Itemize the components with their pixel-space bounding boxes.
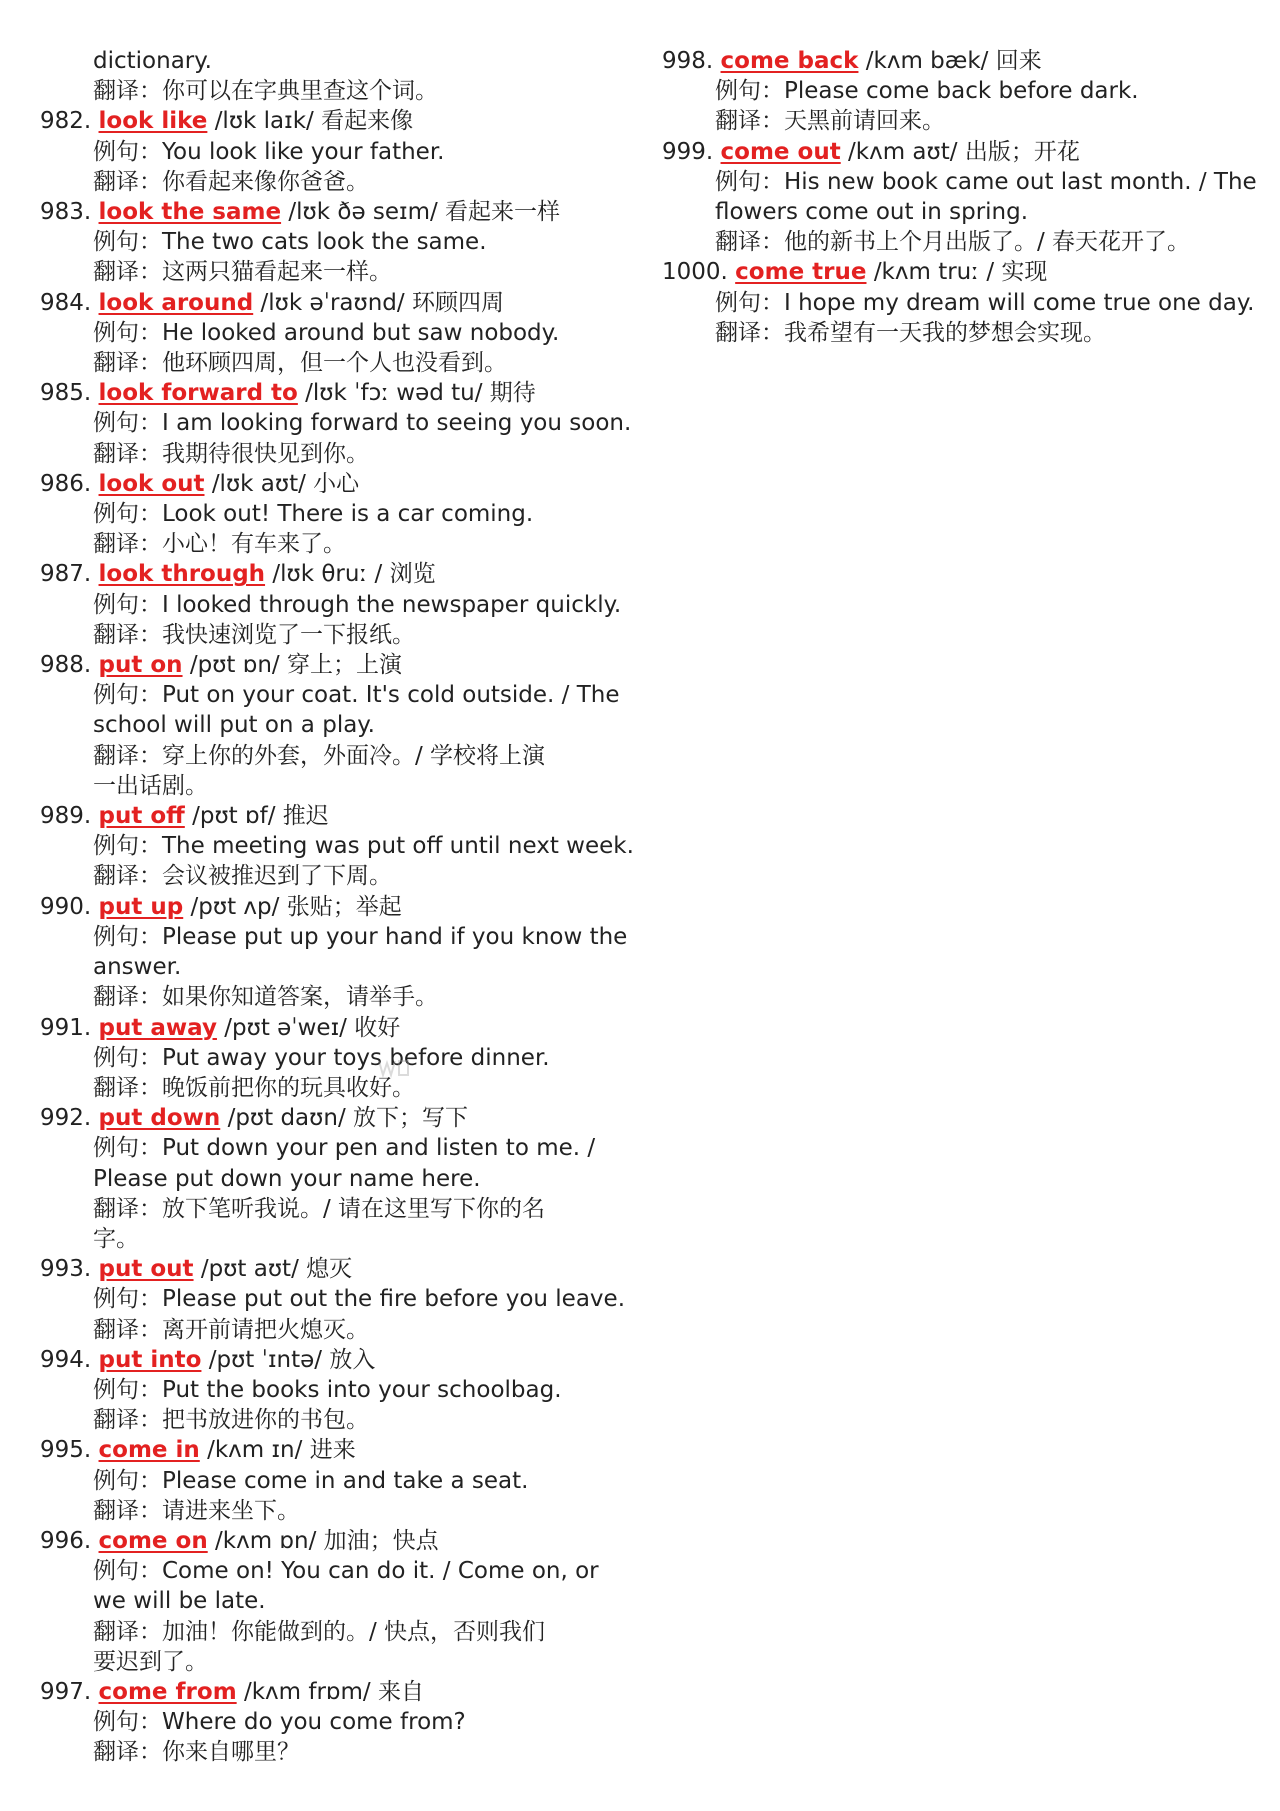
translation-line [40, 529, 640, 559]
entry-987 [40, 559, 640, 650]
example-line [40, 680, 640, 710]
translation-line [40, 1224, 640, 1254]
translation-text: 天黑前请回来。 [784, 108, 945, 135]
translation-line [40, 1073, 640, 1103]
translation-line [40, 348, 640, 378]
translation-line [40, 1737, 640, 1767]
example-label: 例句： [93, 229, 162, 256]
translation-text: 把书放进你的书包。 [162, 1407, 369, 1434]
example-line [40, 1164, 640, 1194]
entry-number: 986. [40, 470, 92, 497]
meaning: 小心 [313, 470, 360, 497]
example-line [40, 1466, 640, 1496]
example-label: 例句： [93, 1467, 162, 1494]
meaning: 收好 [354, 1014, 401, 1041]
entry-985 [40, 378, 640, 469]
meaning: 放下；写下 [353, 1105, 469, 1132]
phonetic: /pʊt ɒf/ [192, 803, 276, 830]
example-text: I hope my dream will come true one day. [784, 289, 1255, 316]
translation-label: 翻译： [93, 168, 162, 195]
translation-label: 翻译： [715, 108, 784, 135]
example-line [40, 1133, 640, 1163]
example-text: Put away your toys before dinner. [162, 1044, 550, 1071]
entry-996 [40, 1526, 640, 1677]
entry-number: 995. [40, 1437, 92, 1464]
phrase-link: come from [98, 1678, 237, 1705]
entry-999 [662, 137, 1262, 258]
meaning: 看起来一样 [445, 199, 561, 226]
phrase-link: come true [735, 259, 867, 286]
entry-1000 [662, 257, 1262, 348]
example-text: school will put on a play. [93, 712, 375, 739]
translation-line [40, 861, 640, 891]
translation-label: 翻译： [93, 1618, 162, 1645]
translation-text: 我希望有一天我的梦想会实现。 [784, 319, 1106, 346]
meaning: 穿上；上演 [286, 652, 402, 679]
phonetic: /lʊk əˈraʊnd/ [260, 289, 405, 316]
phrase-link: look through [98, 561, 266, 588]
entry-number: 984. [40, 289, 92, 316]
entry-number: 990. [40, 893, 92, 920]
example-line [40, 499, 640, 529]
entry-number: 1000. [662, 259, 728, 286]
example-text: Where do you come from? [162, 1709, 466, 1736]
entry-head [40, 892, 640, 922]
entry-head [40, 288, 640, 318]
example-line [40, 1043, 640, 1073]
entry-997 [40, 1677, 640, 1768]
example-label: 例句： [93, 138, 162, 165]
translation-text: 加油！你能做到的。/ 快点，否则我们 [162, 1618, 546, 1645]
entry-head [40, 650, 640, 680]
translation-text: 字。 [93, 1225, 139, 1252]
meaning: 张贴；举起 [286, 893, 402, 920]
example-text: Put the books into your schoolbag. [162, 1376, 562, 1403]
continuation-translation: 你可以在字典里查这个词。 [162, 78, 438, 105]
example-label: 例句： [93, 833, 162, 860]
phrase-link: put into [98, 1346, 202, 1373]
translation-label: 翻译： [93, 440, 162, 467]
example-text: The meeting was put off until next week. [162, 833, 634, 860]
example-text: answer. [93, 954, 182, 981]
phonetic: /lʊk ðə seɪm/ [288, 199, 438, 226]
translation-label: 翻译： [93, 863, 162, 890]
translation-line [40, 1194, 640, 1224]
translation-label: 翻译： [93, 1407, 162, 1434]
phrase-link: put off [98, 803, 185, 830]
meaning: 浏览 [389, 561, 436, 588]
translation-text: 他环顾四周，但一个人也没看到。 [162, 350, 507, 377]
translation-line [40, 741, 640, 771]
entry-head [40, 1677, 640, 1707]
translation-line [40, 439, 640, 469]
example-text: Please come back before dark. [784, 78, 1139, 105]
entry-number: 985. [40, 380, 92, 407]
phonetic: /lʊk ˈfɔː wəd tu/ [305, 380, 483, 407]
example-text: Come on! You can do it. / Come on, or [162, 1558, 599, 1585]
meaning: 看起来像 [321, 108, 414, 135]
example-text: I looked through the newspaper quickly. [162, 591, 622, 618]
phrase-link: put down [98, 1105, 221, 1132]
translation-text: 我期待很快见到你。 [162, 440, 369, 467]
phrase-link: put up [98, 893, 184, 920]
phonetic: /pʊt aʊt/ [200, 1256, 299, 1283]
example-line [40, 318, 640, 348]
example-text: He looked around but saw nobody. [162, 319, 560, 346]
example-label: 例句： [93, 1558, 162, 1585]
example-label: 例句： [93, 319, 162, 346]
entry-988 [40, 650, 640, 801]
meaning: 期待 [489, 380, 536, 407]
meaning: 加油；快点 [323, 1527, 439, 1554]
entry-head [40, 1345, 640, 1375]
phonetic: /kʌm aʊt/ [848, 138, 958, 165]
phrase-link: look forward to [98, 380, 298, 407]
example-text: The two cats look the same. [162, 229, 487, 256]
entry-993 [40, 1254, 640, 1345]
phrase-link: come back [720, 48, 859, 74]
translation-line [662, 227, 1262, 257]
example-line [40, 1284, 640, 1314]
entry-head [40, 1103, 640, 1133]
entry-983 [40, 197, 640, 288]
entry-991 [40, 1013, 640, 1104]
example-line [662, 288, 1262, 318]
example-label: 例句： [715, 78, 784, 105]
translation-line [40, 167, 640, 197]
entry-984 [40, 288, 640, 379]
phrase-link: put away [98, 1014, 217, 1041]
example-text: Put on your coat. It's cold outside. / The [162, 682, 620, 709]
example-line [40, 710, 640, 740]
translation-line [40, 1496, 640, 1526]
meaning: 进来 [309, 1437, 356, 1464]
entry-head [40, 801, 640, 831]
phrase-link: come on [98, 1527, 208, 1554]
translation-label: 翻译： [93, 531, 162, 558]
translation-label: 翻译： [715, 229, 784, 256]
left-column [40, 46, 640, 1768]
translation-label: 翻译： [93, 1739, 162, 1766]
translation-text: 穿上你的外套，外面冷。/ 学校将上演 [162, 742, 546, 769]
entry-982 [40, 106, 640, 197]
translation-text: 你来自哪里？ [162, 1739, 300, 1766]
translation-text: 要迟到了。 [93, 1648, 208, 1675]
example-text: Please put down your name here. [93, 1165, 481, 1192]
example-label: 例句： [93, 501, 162, 528]
example-text: we will be late. [93, 1588, 266, 1615]
continuation-example-line [40, 46, 640, 76]
entry-number: 997. [40, 1678, 92, 1705]
example-label: 例句： [93, 1376, 162, 1403]
example-text: Please come in and take a seat. [162, 1467, 529, 1494]
meaning: 出版；开花 [964, 138, 1080, 165]
right-column [662, 46, 1262, 348]
entry-number: 994. [40, 1346, 92, 1373]
translation-text: 如果你知道答案，请举手。 [162, 984, 438, 1011]
translation-label: 翻译： [93, 1497, 162, 1524]
phonetic: /kʌm ɪn/ [207, 1437, 303, 1464]
entry-head [662, 46, 1262, 76]
phonetic: /pʊt daʊn/ [227, 1105, 346, 1132]
phonetic: /pʊt ɒn/ [189, 652, 280, 679]
translation-text: 晚饭前把你的玩具收好。 [162, 1074, 415, 1101]
entry-994 [40, 1345, 640, 1436]
entry-number: 996. [40, 1527, 92, 1554]
translation-label: 翻译： [93, 984, 162, 1011]
example-text: Please put out the fire before you leave. [162, 1286, 625, 1313]
example-line [40, 952, 640, 982]
translation-text: 我快速浏览了一下报纸。 [162, 621, 415, 648]
phrase-link: look out [98, 470, 205, 497]
entry-number: 987. [40, 561, 92, 588]
entry-head [40, 1013, 640, 1043]
example-line [662, 197, 1262, 227]
translation-line [40, 982, 640, 1012]
translation-label: 翻译： [93, 1195, 162, 1222]
example-label: 例句： [93, 682, 162, 709]
phonetic: /kʌm truː / [873, 259, 995, 286]
example-label: 例句： [93, 591, 162, 618]
phrase-link: come in [98, 1437, 200, 1464]
entry-head [40, 1526, 640, 1556]
phrase-link: look the same [98, 199, 282, 226]
example-line [40, 227, 640, 257]
meaning: 回来 [995, 48, 1042, 74]
example-text: You look like your father. [162, 138, 445, 165]
example-line [40, 408, 640, 438]
example-label: 例句： [93, 410, 162, 437]
phonetic: /lʊk laɪk/ [214, 108, 314, 135]
entry-number: 983. [40, 199, 92, 226]
translation-line [662, 106, 1262, 136]
entry-head [40, 1254, 640, 1284]
example-line [662, 76, 1262, 106]
example-label: 例句： [715, 289, 784, 316]
example-line [40, 1375, 640, 1405]
example-label: 例句： [93, 923, 162, 950]
entry-head [40, 1435, 640, 1465]
example-label: 例句： [715, 168, 784, 195]
example-label: 例句： [93, 1044, 162, 1071]
example-line [40, 831, 640, 861]
phrase-link: come out [720, 138, 841, 165]
example-label: 例句： [93, 1286, 162, 1313]
translation-text: 请进来坐下。 [162, 1497, 300, 1524]
example-line [40, 1707, 640, 1737]
phonetic: /kʌm bæk/ [865, 48, 989, 74]
translation-text: 离开前请把火熄灭。 [162, 1316, 369, 1343]
phrase-link: put on [98, 652, 183, 679]
translation-text: 放下笔听我说。/ 请在这里写下你的名 [162, 1195, 546, 1222]
entry-number: 993. [40, 1256, 92, 1283]
entry-head [40, 378, 640, 408]
entry-number: 999. [662, 138, 714, 165]
entry-number: 992. [40, 1105, 92, 1132]
entry-number: 998. [662, 48, 714, 74]
translation-text: 会议被推迟到了下周。 [162, 863, 392, 890]
translation-label: 翻译： [93, 621, 162, 648]
entry-head [40, 559, 640, 589]
entry-989 [40, 801, 640, 892]
meaning: 实现 [1001, 259, 1048, 286]
example-line [40, 137, 640, 167]
phrase-link: look like [98, 108, 208, 135]
entry-head [662, 137, 1262, 167]
phonetic: /pʊt ʌp/ [190, 893, 280, 920]
example-label: 例句： [93, 1135, 162, 1162]
meaning: 熄灭 [306, 1256, 353, 1283]
phonetic: /kʌm ɒn/ [215, 1527, 317, 1554]
entry-998 [662, 46, 1262, 137]
example-label: 例句： [93, 1709, 162, 1736]
entry-990 [40, 892, 640, 1013]
meaning: 来自 [377, 1678, 424, 1705]
translation-text: 小心！有车来了。 [162, 531, 346, 558]
meaning: 环顾四周 [411, 289, 504, 316]
meaning: 推迟 [282, 803, 329, 830]
translation-label: 翻译： [93, 1316, 162, 1343]
translation-label: 翻译： [93, 259, 162, 286]
example-text: Look out! There is a car coming. [162, 501, 534, 528]
entry-head [40, 469, 640, 499]
example-text: Put down your pen and listen to me. / [162, 1135, 596, 1162]
entry-number: 991. [40, 1014, 92, 1041]
continuation-text: dictionary. [93, 48, 212, 74]
entry-992 [40, 1103, 640, 1254]
phonetic: /kʌm frɒm/ [243, 1678, 371, 1705]
translation-label: 翻译： [93, 78, 162, 105]
example-text: His new book came out last month. / The [784, 168, 1257, 195]
example-line [40, 1586, 640, 1616]
translation-label: 翻译： [93, 1074, 162, 1101]
meaning: 放入 [329, 1346, 376, 1373]
translation-text: 他的新书上个月出版了。/ 春天花开了。 [784, 229, 1191, 256]
example-line [40, 1556, 640, 1586]
example-line [662, 167, 1262, 197]
continuation-translation-line [40, 76, 640, 106]
translation-label: 翻译： [93, 742, 162, 769]
translation-line [40, 257, 640, 287]
watermark-icon [373, 1053, 413, 1083]
phonetic: /lʊk aʊt/ [211, 470, 306, 497]
entry-995 [40, 1435, 640, 1526]
entry-head [662, 257, 1262, 287]
example-line [40, 922, 640, 952]
entry-number: 982. [40, 108, 92, 135]
phrase-link: put out [98, 1256, 194, 1283]
translation-label: 翻译： [93, 350, 162, 377]
phonetic: /lʊk θruː / [272, 561, 383, 588]
phonetic: /pʊt əˈweɪ/ [224, 1014, 347, 1041]
translation-text: 你看起来像你爸爸。 [162, 168, 369, 195]
translation-label: 翻译： [715, 319, 784, 346]
example-text: flowers come out in spring. [715, 199, 1029, 226]
example-line [40, 590, 640, 620]
entry-head [40, 197, 640, 227]
entry-number: 988. [40, 652, 92, 679]
entry-986 [40, 469, 640, 560]
phrase-link: look around [98, 289, 254, 316]
example-text: Please put up your hand if you know the [162, 923, 628, 950]
phonetic: /pʊt ˈɪntə/ [208, 1346, 322, 1373]
translation-line [40, 771, 640, 801]
translation-line [40, 1315, 640, 1345]
example-text: I am looking forward to seeing you soon. [162, 410, 632, 437]
translation-text: 这两只猫看起来一样。 [162, 259, 392, 286]
translation-line [662, 318, 1262, 348]
translation-text: 一出话剧。 [93, 772, 208, 799]
translation-line [40, 1405, 640, 1435]
translation-line [40, 1647, 640, 1677]
translation-line [40, 620, 640, 650]
entry-number: 989. [40, 803, 92, 830]
translation-line [40, 1617, 640, 1647]
entry-head [40, 106, 640, 136]
